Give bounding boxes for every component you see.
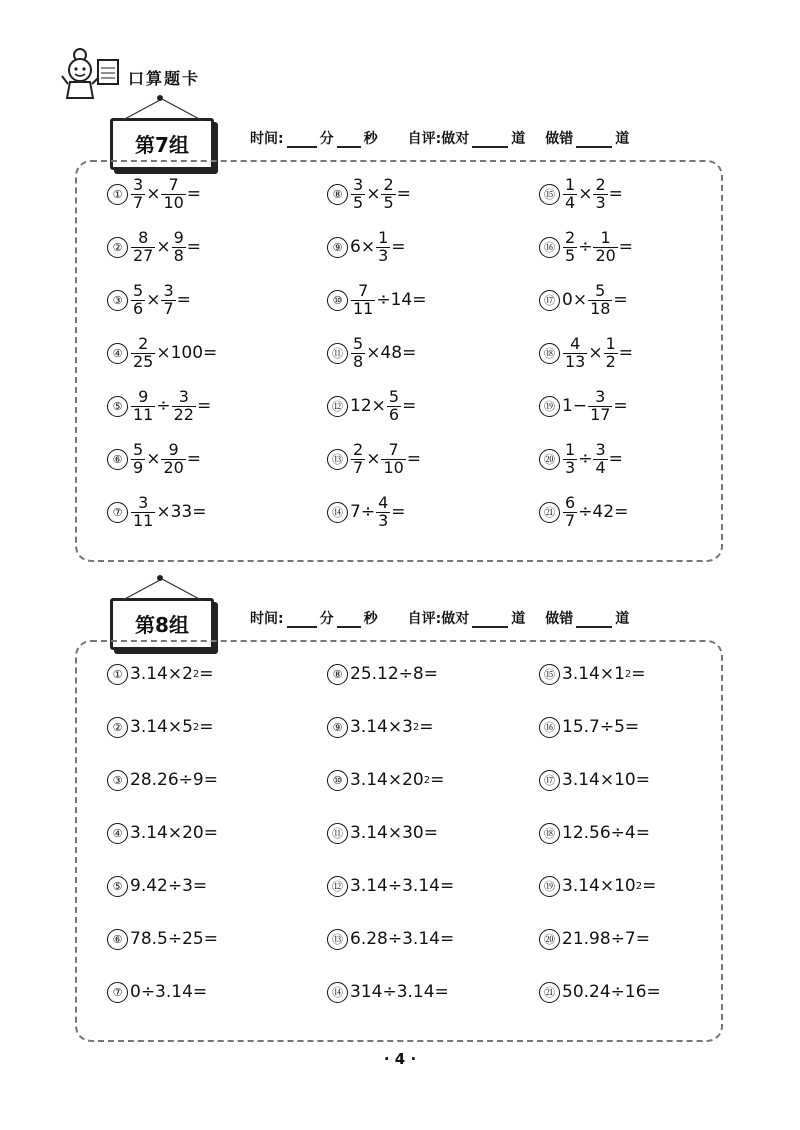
second-blank[interactable] — [337, 132, 361, 148]
problem-item — [327, 866, 454, 906]
problem-item — [327, 174, 411, 214]
numerator: 5 — [133, 439, 144, 459]
dao-label: 道 — [615, 131, 630, 147]
problem-number: ⑬ — [327, 449, 348, 470]
exponent: 2 — [635, 880, 643, 892]
denominator: 20 — [595, 245, 616, 265]
denominator: 8 — [173, 245, 184, 265]
expression-text: ÷42= — [578, 502, 629, 522]
problem-item — [107, 919, 218, 959]
expression-text: 78.5÷25= — [130, 929, 218, 949]
numerator: 3 — [595, 439, 606, 459]
problem-item — [107, 972, 207, 1012]
expression-text: = — [430, 770, 445, 790]
denominator: 22 — [173, 404, 194, 424]
expression-text: 0× — [562, 290, 588, 310]
problem-item — [327, 813, 438, 853]
problem-number: ⑱ — [539, 343, 560, 364]
denominator: 7 — [353, 457, 364, 477]
problem-item — [539, 333, 633, 373]
denominator: 20 — [163, 457, 184, 477]
problem-item — [107, 227, 201, 267]
expression-text: 0÷3.14= — [130, 982, 208, 1002]
problem-item — [539, 492, 628, 532]
expression-text: = — [631, 664, 646, 684]
expression-text: = — [176, 290, 191, 310]
correct-blank[interactable] — [472, 612, 508, 628]
problem-number: ① — [107, 184, 128, 205]
fraction — [593, 227, 617, 265]
expression-text: 3.14×3 — [350, 717, 413, 737]
numerator: 3 — [353, 174, 364, 194]
problem-item — [107, 386, 211, 426]
problem-number: ⑨ — [327, 237, 348, 258]
problem-number: ⑰ — [539, 290, 560, 311]
problem-number: ⑥ — [107, 929, 128, 950]
problem-number: ⑥ — [107, 449, 128, 470]
denominator: 8 — [353, 351, 364, 371]
problem-number: ⑦ — [107, 982, 128, 1003]
denominator: 10 — [163, 192, 184, 212]
fraction — [376, 227, 390, 265]
denominator: 17 — [590, 404, 611, 424]
expression-text: ×48= — [366, 343, 417, 363]
problem-item — [107, 280, 191, 320]
problem-number: ㉑ — [539, 502, 560, 523]
fraction — [381, 174, 395, 212]
problem-grid — [77, 642, 721, 1040]
problem-item — [327, 227, 406, 267]
expression-text: 6× — [350, 237, 376, 257]
fraction — [563, 439, 577, 477]
numerator: 1 — [565, 174, 576, 194]
correct-blank[interactable] — [472, 132, 508, 148]
problem-number: ④ — [107, 823, 128, 844]
second-blank[interactable] — [337, 612, 361, 628]
problem-item — [327, 654, 438, 694]
denominator: 5 — [353, 192, 364, 212]
problem-item — [327, 333, 416, 373]
denominator: 4 — [565, 192, 576, 212]
expression-text: × — [366, 449, 381, 469]
page-header — [60, 46, 240, 106]
group-label: 第7组 — [135, 133, 189, 157]
problem-number: ⑩ — [327, 770, 348, 791]
problem-item — [539, 439, 623, 479]
problem-item — [327, 280, 426, 320]
numerator: 1 — [605, 333, 616, 353]
problem-item — [107, 174, 201, 214]
numerator: 5 — [133, 280, 144, 300]
problem-number: ⑰ — [539, 770, 560, 791]
expression-text: = — [199, 664, 214, 684]
expression-text: = — [391, 502, 406, 522]
time-label: 时间: — [250, 611, 284, 627]
problem-number: ㉑ — [539, 982, 560, 1003]
expression-text: 3.14×20 — [350, 770, 424, 790]
expression-text: 3.14×10= — [562, 770, 650, 790]
expression-text: 50.24÷16= — [562, 982, 661, 1002]
fraction — [161, 174, 185, 212]
expression-text: 3.14×2 — [130, 664, 193, 684]
page-number: · 4 · — [383, 1050, 417, 1068]
expression-text: = — [186, 184, 202, 204]
problem-item — [539, 760, 650, 800]
expression-text: = — [402, 396, 417, 416]
expression-text: = — [642, 876, 657, 896]
wrong-label: 做错 — [545, 131, 574, 147]
expression-text: 12.56÷4= — [562, 823, 650, 843]
expression-text: = — [613, 290, 628, 310]
problem-grid — [77, 162, 721, 560]
expression-text: 12× — [350, 396, 386, 416]
exponent: 2 — [192, 721, 200, 733]
problem-item — [107, 492, 206, 532]
wrong-blank[interactable] — [576, 612, 612, 628]
problem-item — [107, 333, 217, 373]
problem-item — [327, 707, 434, 747]
expression-text: × — [146, 449, 161, 469]
problem-item — [539, 919, 650, 959]
numerator: 1 — [565, 439, 576, 459]
problem-item — [539, 866, 656, 906]
numerator: 3 — [595, 386, 606, 406]
denominator: 7 — [565, 510, 576, 530]
numerator: 7 — [168, 174, 179, 194]
problem-item — [539, 280, 628, 320]
fraction — [172, 227, 186, 265]
minute-label: 分 — [319, 611, 334, 627]
denominator: 7 — [163, 298, 174, 318]
denominator: 2 — [605, 351, 616, 371]
fraction — [131, 333, 155, 371]
problem-number: ⑮ — [539, 184, 560, 205]
expression-text: 3.14×30= — [350, 823, 438, 843]
exponent: 2 — [412, 721, 420, 733]
numerator: 9 — [173, 227, 184, 247]
minute-blank[interactable] — [287, 132, 317, 148]
denominator: 4 — [595, 457, 606, 477]
denominator: 27 — [133, 245, 154, 265]
expression-text: = — [199, 717, 214, 737]
fraction — [563, 492, 577, 530]
fraction — [563, 174, 577, 212]
numerator: 2 — [353, 439, 364, 459]
problem-number: ⑬ — [327, 929, 348, 950]
expression-text: 28.26÷9= — [130, 770, 218, 790]
problem-number: ⑯ — [539, 237, 560, 258]
problem-number: ⑫ — [327, 396, 348, 417]
problem-number: ⑲ — [539, 396, 560, 417]
expression-text: 25.12÷8= — [350, 664, 438, 684]
problem-number: ⑨ — [327, 717, 348, 738]
expression-text: = — [618, 237, 634, 257]
numerator: 1 — [378, 227, 389, 247]
problem-number: ⑳ — [539, 449, 560, 470]
fraction — [131, 227, 155, 265]
self-eval-label: 自评:做对 — [407, 131, 470, 147]
expression-text: ×33= — [156, 502, 207, 522]
denominator: 3 — [378, 510, 389, 530]
denominator: 11 — [133, 510, 154, 530]
problem-item — [539, 707, 639, 747]
denominator: 3 — [378, 245, 389, 265]
numerator: 7 — [358, 280, 369, 300]
time-label: 时间: — [250, 131, 284, 147]
expression-text: 7÷ — [350, 502, 376, 522]
problem-item — [539, 174, 623, 214]
denominator: 3 — [595, 192, 606, 212]
problem-item — [327, 386, 416, 426]
numerator: 3 — [178, 386, 189, 406]
fraction — [351, 333, 365, 371]
numerator: 2 — [595, 174, 606, 194]
fraction — [604, 333, 618, 371]
problem-number: ⑭ — [327, 502, 348, 523]
problem-number: ⑭ — [327, 982, 348, 1003]
self-eval-label: 自评:做对 — [407, 611, 470, 627]
denominator: 13 — [565, 351, 586, 371]
problem-number: ⑧ — [327, 664, 348, 685]
expression-text: × — [146, 290, 161, 310]
problem-item — [327, 972, 449, 1012]
expression-text: ÷ — [578, 449, 593, 469]
problem-number: ⑯ — [539, 717, 560, 738]
problem-item — [539, 386, 628, 426]
problem-item — [539, 972, 661, 1012]
numerator: 5 — [595, 280, 606, 300]
numerator: 7 — [388, 439, 399, 459]
expression-text: 15.7÷5= — [562, 717, 640, 737]
group-meta — [250, 128, 629, 148]
problem-number: ⑲ — [539, 876, 560, 897]
fraction — [593, 174, 607, 212]
expression-text: = — [618, 343, 634, 363]
minute-blank[interactable] — [287, 612, 317, 628]
expression-text: ÷14= — [376, 290, 427, 310]
exponent: 2 — [192, 668, 200, 680]
expression-text: ×100= — [156, 343, 218, 363]
expression-text: 3.14×5 — [130, 717, 193, 737]
numerator: 6 — [565, 492, 576, 512]
numerator: 3 — [138, 492, 149, 512]
numerator: 2 — [383, 174, 394, 194]
exponent: 2 — [423, 774, 431, 786]
expression-text: ÷ — [156, 396, 171, 416]
numerator: 4 — [570, 333, 581, 353]
fraction — [131, 280, 145, 318]
nail-icon — [157, 575, 163, 581]
expression-text: 3.14×10 — [562, 876, 636, 896]
problem-number: ③ — [107, 770, 128, 791]
problem-number: ① — [107, 664, 128, 685]
problem-item — [539, 654, 646, 694]
problem-item — [539, 227, 633, 267]
expression-text: = — [406, 449, 422, 469]
numerator: 1 — [600, 227, 611, 247]
fraction — [131, 492, 155, 530]
denominator: 25 — [133, 351, 154, 371]
numerator: 3 — [133, 174, 144, 194]
expression-text: = — [419, 717, 434, 737]
problem-item — [327, 439, 421, 479]
fraction — [351, 280, 375, 318]
numerator: 3 — [163, 280, 174, 300]
expression-text: 6.28÷3.14= — [350, 929, 455, 949]
fraction — [563, 333, 587, 371]
problem-item — [107, 654, 214, 694]
problem-item — [327, 760, 444, 800]
numerator: 4 — [378, 492, 389, 512]
nail-icon — [157, 95, 163, 101]
fraction — [351, 174, 365, 212]
mascot-icon — [60, 46, 122, 104]
expression-text: × — [366, 184, 381, 204]
problem-item — [327, 492, 406, 532]
denominator: 6 — [133, 298, 144, 318]
problem-box — [75, 640, 723, 1042]
problem-number: ② — [107, 717, 128, 738]
expression-text: 21.98÷7= — [562, 929, 650, 949]
problem-item — [107, 707, 214, 747]
fraction — [131, 386, 155, 424]
wrong-blank[interactable] — [576, 132, 612, 148]
group-meta — [250, 608, 629, 628]
problem-number: ⑳ — [539, 929, 560, 950]
expression-text: = — [396, 184, 411, 204]
expression-text: 1− — [562, 396, 588, 416]
denominator: 10 — [383, 457, 404, 477]
problem-number: ⑫ — [327, 876, 348, 897]
problem-item — [107, 439, 201, 479]
problem-number: ⑧ — [327, 184, 348, 205]
problem-number: ② — [107, 237, 128, 258]
expression-text: 9.42÷3= — [130, 876, 208, 896]
problem-item — [107, 866, 207, 906]
problem-number: ⑪ — [327, 823, 348, 844]
expression-text: = — [186, 449, 202, 469]
denominator: 7 — [133, 192, 144, 212]
problem-number: ⑤ — [107, 396, 128, 417]
denominator: 5 — [565, 245, 576, 265]
expression-text: = — [613, 396, 628, 416]
denominator: 3 — [565, 457, 576, 477]
expression-text: = — [608, 184, 623, 204]
problem-number: ⑪ — [327, 343, 348, 364]
exponent: 2 — [624, 668, 632, 680]
fraction — [376, 492, 390, 530]
second-label: 秒 — [363, 611, 378, 627]
expression-text: × — [156, 237, 171, 257]
expression-text: × — [146, 184, 161, 204]
problem-item — [107, 813, 218, 853]
group-label: 第8组 — [135, 613, 189, 637]
numerator: 5 — [388, 386, 400, 406]
expression-text: = — [186, 237, 202, 257]
problem-box — [75, 160, 723, 562]
expression-text: 3.14×20= — [130, 823, 218, 843]
expression-text: × — [578, 184, 593, 204]
problem-item — [539, 813, 650, 853]
numerator: 9 — [138, 386, 149, 406]
wrong-label: 做错 — [545, 611, 574, 627]
fraction — [172, 386, 196, 424]
expression-text: = — [608, 449, 623, 469]
denominator: 6 — [388, 404, 400, 424]
numerator: 8 — [138, 227, 149, 247]
denominator: 11 — [133, 404, 154, 424]
expression-text: 3.14÷3.14= — [350, 876, 455, 896]
dao-label: 道 — [511, 131, 526, 147]
expression-text: × — [588, 343, 603, 363]
fraction — [588, 386, 612, 424]
dao-label: 道 — [511, 611, 526, 627]
problem-number: ⑤ — [107, 876, 128, 897]
numerator: 2 — [138, 333, 149, 353]
problem-number: ③ — [107, 290, 128, 311]
fraction — [131, 174, 145, 212]
fraction — [588, 280, 612, 318]
fraction — [351, 439, 365, 477]
dao-label: 道 — [615, 611, 630, 627]
expression-text: 314÷3.14= — [350, 982, 449, 1002]
problem-item — [107, 760, 218, 800]
denominator: 18 — [590, 298, 611, 318]
expression-text: 3.14×1 — [562, 664, 625, 684]
numerator: 2 — [565, 227, 576, 247]
denominator: 5 — [383, 192, 394, 212]
problem-number: ⑱ — [539, 823, 560, 844]
fraction — [161, 280, 175, 318]
fraction — [593, 439, 607, 477]
problem-number: ⑩ — [327, 290, 348, 311]
problem-item — [327, 919, 454, 959]
problem-number: ⑮ — [539, 664, 560, 685]
numerator: 9 — [168, 439, 179, 459]
minute-label: 分 — [319, 131, 334, 147]
denominator: 9 — [133, 457, 144, 477]
fraction — [131, 439, 145, 477]
fraction — [387, 386, 401, 424]
problem-number: ⑦ — [107, 502, 128, 523]
fraction — [161, 439, 185, 477]
fraction — [563, 227, 577, 265]
second-label: 秒 — [363, 131, 378, 147]
expression-text: ÷ — [578, 237, 593, 257]
expression-text: = — [196, 396, 212, 416]
header-title: 口算题卡 — [128, 69, 201, 88]
denominator: 11 — [353, 298, 374, 318]
numerator: 5 — [353, 333, 364, 353]
problem-number: ④ — [107, 343, 128, 364]
expression-text: = — [391, 237, 406, 257]
fraction — [381, 439, 405, 477]
